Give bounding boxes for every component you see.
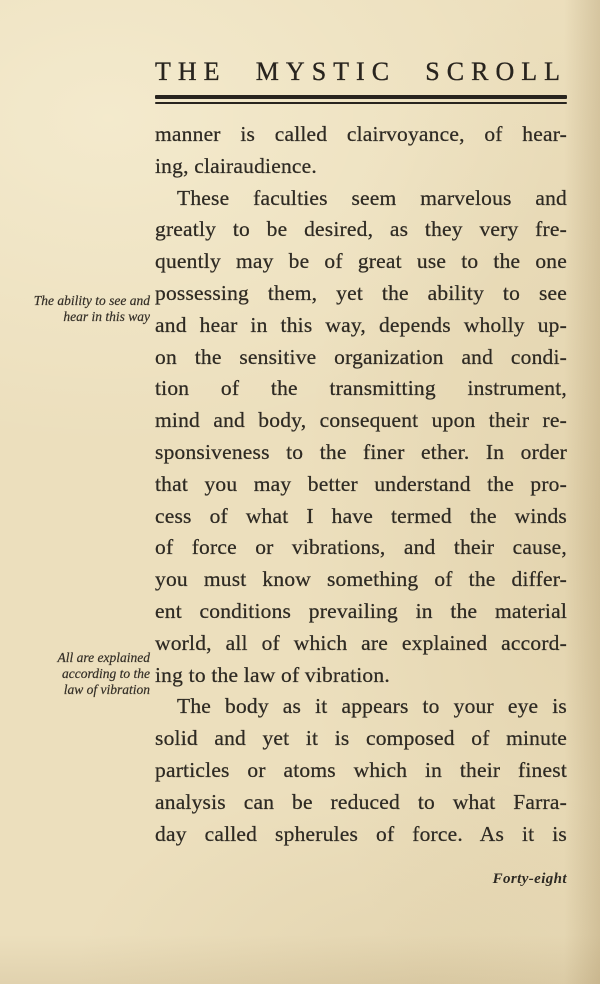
body-text	[155, 119, 567, 850]
page-title: THE MYSTIC SCROLL	[155, 57, 567, 86]
header-rule-thick	[155, 95, 567, 99]
body-line: of force or vibrations, and their cause,	[155, 535, 567, 560]
body-line: analysis can be reduced to what Farra-	[155, 789, 567, 814]
body-line: and hear in this way, depends wholly up-	[155, 312, 567, 337]
margin-note-line: law of vibration	[63, 681, 150, 697]
body-line: solid and yet it is composed of minute	[155, 726, 567, 751]
body-line: ing, clairaudience.	[155, 153, 317, 178]
header-rule-thin	[155, 102, 567, 104]
body-line: ent conditions prevailing in the material	[155, 598, 567, 623]
body-line: mind and body, consequent upon their re-	[155, 408, 567, 433]
body-line: you must know something of the differ-	[155, 567, 567, 592]
body-line: cess of what I have termed the winds	[155, 503, 567, 528]
body-line: possessing them, yet the ability to see	[155, 280, 567, 305]
body-line: greatly to be desired, as they very fre-	[155, 217, 567, 242]
page-number: Forty-eight	[492, 871, 567, 887]
body-line: sponsiveness to the finer ether. In order	[155, 439, 567, 464]
body-line: that you may better understand the pro-	[155, 471, 567, 496]
body-line: These faculties seem marvelous and	[177, 185, 567, 210]
body-line: world, all of which are explained accord-	[155, 630, 567, 655]
body-line: on the sensitive organization and condi-	[155, 344, 567, 369]
body-line: manner is called clairvoyance, of hear-	[155, 122, 567, 146]
body-line: The body as it appears to your eye is	[177, 694, 567, 719]
body-line: quently may be of great use to the one	[155, 249, 567, 274]
body-line: particles or atoms which in their finest	[155, 757, 567, 782]
margin-note-1	[0, 293, 150, 325]
body-line: ing to the law of vibration.	[155, 662, 390, 687]
body-line: tion of the transmitting instrument,	[155, 376, 567, 401]
body-line: day called spherules of force. As it is	[155, 821, 567, 846]
margin-note-line: hear in this way	[63, 308, 150, 324]
margin-note-line: according to the	[62, 665, 150, 681]
margin-note-line: All are explained	[57, 650, 150, 665]
page-header	[155, 56, 567, 104]
margin-note-line: The ability to see and	[33, 293, 150, 308]
margin-note-2	[0, 650, 150, 697]
